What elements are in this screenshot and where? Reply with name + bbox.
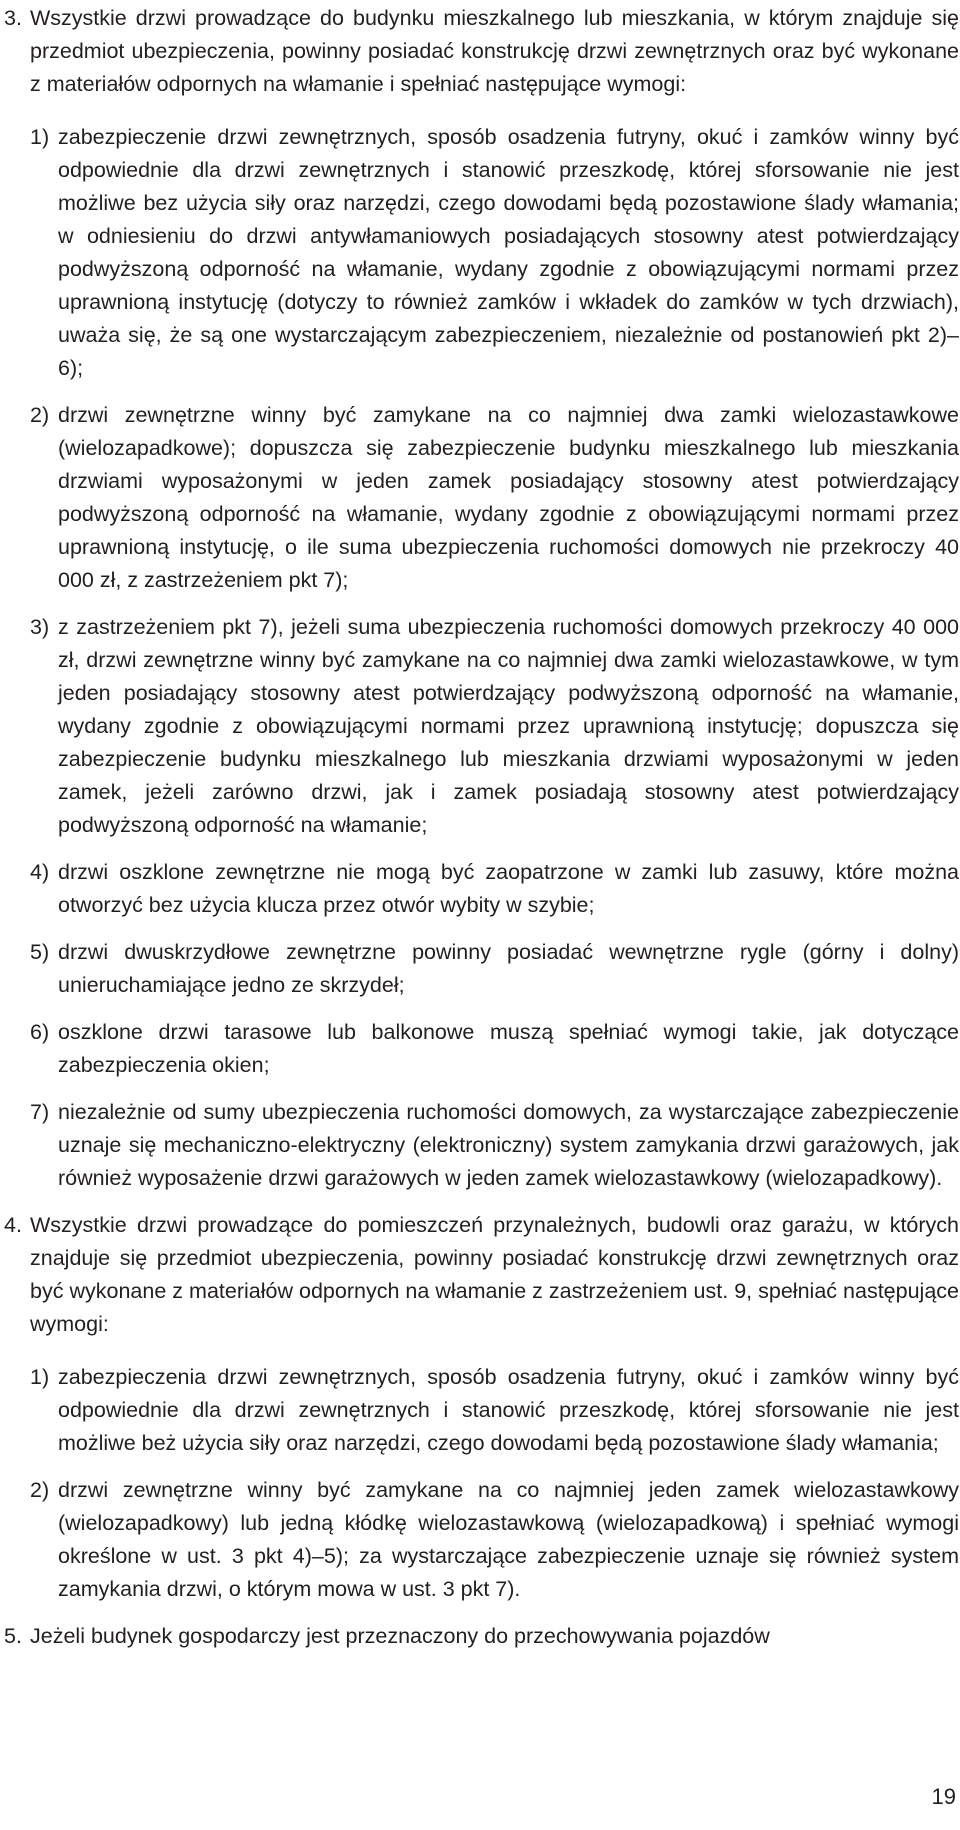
list-item-text: zabezpieczenia drzwi zewnętrznych, sposób osadzenia futryny, okuć i zamków winny być odpowiednie dla drzwi zewnętrznych i stanowić przeszkodę, której sforsowanie nie jest możliwe beż użycia siły oraz narzędzi, czego dowodami będą pozostawione ślady włamania; bbox=[58, 1365, 959, 1455]
document-body bbox=[4, 2, 959, 1653]
section-5 bbox=[4, 1620, 959, 1653]
list-item-text: drzwi zewnętrzne winny być zamykane na co najmniej jeden zamek wielozastawkowy (wielozapadkowy) lub jedną kłódkę wielozastawkową (wielozapadkową) i spełniać wymogi określone w ust. 3 pkt 4)–5); za wystarczające zabezpieczenie uznaje się również system zamykania drzwi, o którym mowa w ust. 3 pkt 7). bbox=[58, 1478, 959, 1601]
list-item-text: niezależnie od sumy ubezpieczenia ruchomości domowych, za wystarczające zabezpieczenie uznaje się mechaniczno-elektryczny (elektroniczny) system zamykania drzwi garażowych, jak również wyposażenie drzwi garażowych w jeden zamek wielozastawkowy (wielozapadkowy). bbox=[58, 1100, 959, 1190]
list-item bbox=[30, 856, 959, 922]
section-4 bbox=[4, 1209, 959, 1606]
list-item-text: drzwi dwuskrzydłowe zewnętrzne powinny posiadać wewnętrzne rygle (górny i dolny) unieruchamiające jedno ze skrzydeł; bbox=[58, 940, 959, 997]
list-item-number: 2) bbox=[30, 1478, 50, 1502]
section-number: 4. bbox=[4, 1213, 22, 1237]
list-item-text: oszklone drzwi tarasowe lub balkonowe muszą spełniać wymogi takie, jak dotyczące zabezpieczenia okien; bbox=[58, 1020, 959, 1077]
page-number: 19 bbox=[931, 1784, 956, 1809]
list-item-text: drzwi zewnętrzne winny być zamykane na co najmniej dwa zamki wielozastawkowe (wielozapadkowe); dopuszcza się zabezpieczenie budynku mieszkalnego lub mieszkania drzwiami wyposażonymi w jeden zamek posiadający stosowny atest potwierdzający podwyższoną odporność na włamanie, wydany zgodnie z obowiązującymi normami przez uprawnioną instytucję, o ile suma ubezpieczenia ruchomości domowych nie przekroczy 40 000 zł, z zastrzeżeniem pkt 7); bbox=[58, 403, 959, 592]
list-item-number: 1) bbox=[30, 125, 50, 149]
list-item-number: 6) bbox=[30, 1020, 50, 1044]
list-item-text: zabezpieczenie drzwi zewnętrznych, sposób osadzenia futryny, okuć i zamków winny być odpowiednie dla drzwi zewnętrznych i stanowić przeszkodę, której sforsowanie nie jest możliwe bez użycia siły oraz narzędzi, czego dowodami będą pozostawione ślady włamania; w odniesieniu do drzwi antywłamaniowych posiadających stosowny atest potwierdzający podwyższoną odporność na włamanie, wydany zgodnie z obowiązującymi normami przez uprawnioną instytucję (dotyczy to również zamków i wkładek do zamków w tych drzwiach), uważa się, że są one wystarczającym zabezpieczeniem, niezależnie od postanowień pkt 2)–6); bbox=[58, 125, 959, 380]
list-item-text: drzwi oszklone zewnętrzne nie mogą być zaopatrzone w zamki lub zasuwy, które można otworzyć bez użycia klucza przez otwór wybity w szybie; bbox=[58, 860, 959, 917]
section-4-list bbox=[30, 1361, 959, 1606]
list-item-number: 1) bbox=[30, 1365, 50, 1389]
list-item bbox=[30, 936, 959, 1002]
list-item-number: 5) bbox=[30, 940, 50, 964]
list-item-text: z zastrzeżeniem pkt 7), jeżeli suma ubezpieczenia ruchomości domowych przekroczy 40 000 zł, drzwi zewnętrzne winny być zamykane na co najmniej dwa zamki wielozastawkowe, w tym jeden posiadający stosowny atest potwierdzający podwyższoną odporność na włamanie, wydany zgodnie z obowiązującymi normami przez uprawnioną instytucję; dopuszcza się zabezpieczenie budynku mieszkalnego lub mieszkania drzwiami wyposażonymi w jeden zamek, jeżeli zarówno drzwi, jak i zamek posiadają stosowny atest potwierdzający podwyższoną odporność na włamanie; bbox=[58, 615, 959, 837]
list-item bbox=[30, 121, 959, 385]
section-text: Wszystkie drzwi prowadzące do budynku mieszkalnego lub mieszkania, w którym znajduje się przedmiot ubezpieczenia, powinny posiadać konstrukcję drzwi zewnętrznych oraz być wykonane z materiałów odpornych na włamanie i spełniać następujące wymogi: bbox=[30, 6, 959, 96]
list-item bbox=[30, 1096, 959, 1195]
list-item-number: 4) bbox=[30, 860, 50, 884]
section-3-list bbox=[30, 121, 959, 1195]
list-item-number: 2) bbox=[30, 403, 50, 427]
list-item bbox=[30, 1361, 959, 1460]
section-text: Jeżeli budynek gospodarczy jest przeznaczony do przechowywania pojazdów bbox=[30, 1624, 770, 1648]
list-item-number: 3) bbox=[30, 615, 50, 639]
section-text: Wszystkie drzwi prowadzące do pomieszczeń przynależnych, budowli oraz garażu, w których znajduje się przedmiot ubezpieczenia, powinny posiadać konstrukcję drzwi zewnętrznych oraz być wykonane z materiałów odpornych na włamanie z zastrzeżeniem ust. 9, spełniać następujące wymogi: bbox=[30, 1213, 959, 1336]
list-item bbox=[30, 1016, 959, 1082]
section-number: 5. bbox=[4, 1624, 22, 1648]
list-item-number: 7) bbox=[30, 1100, 50, 1124]
list-item bbox=[30, 399, 959, 597]
list-item bbox=[30, 611, 959, 842]
list-item bbox=[30, 1474, 959, 1606]
section-3 bbox=[4, 2, 959, 1195]
section-number: 3. bbox=[4, 6, 22, 30]
